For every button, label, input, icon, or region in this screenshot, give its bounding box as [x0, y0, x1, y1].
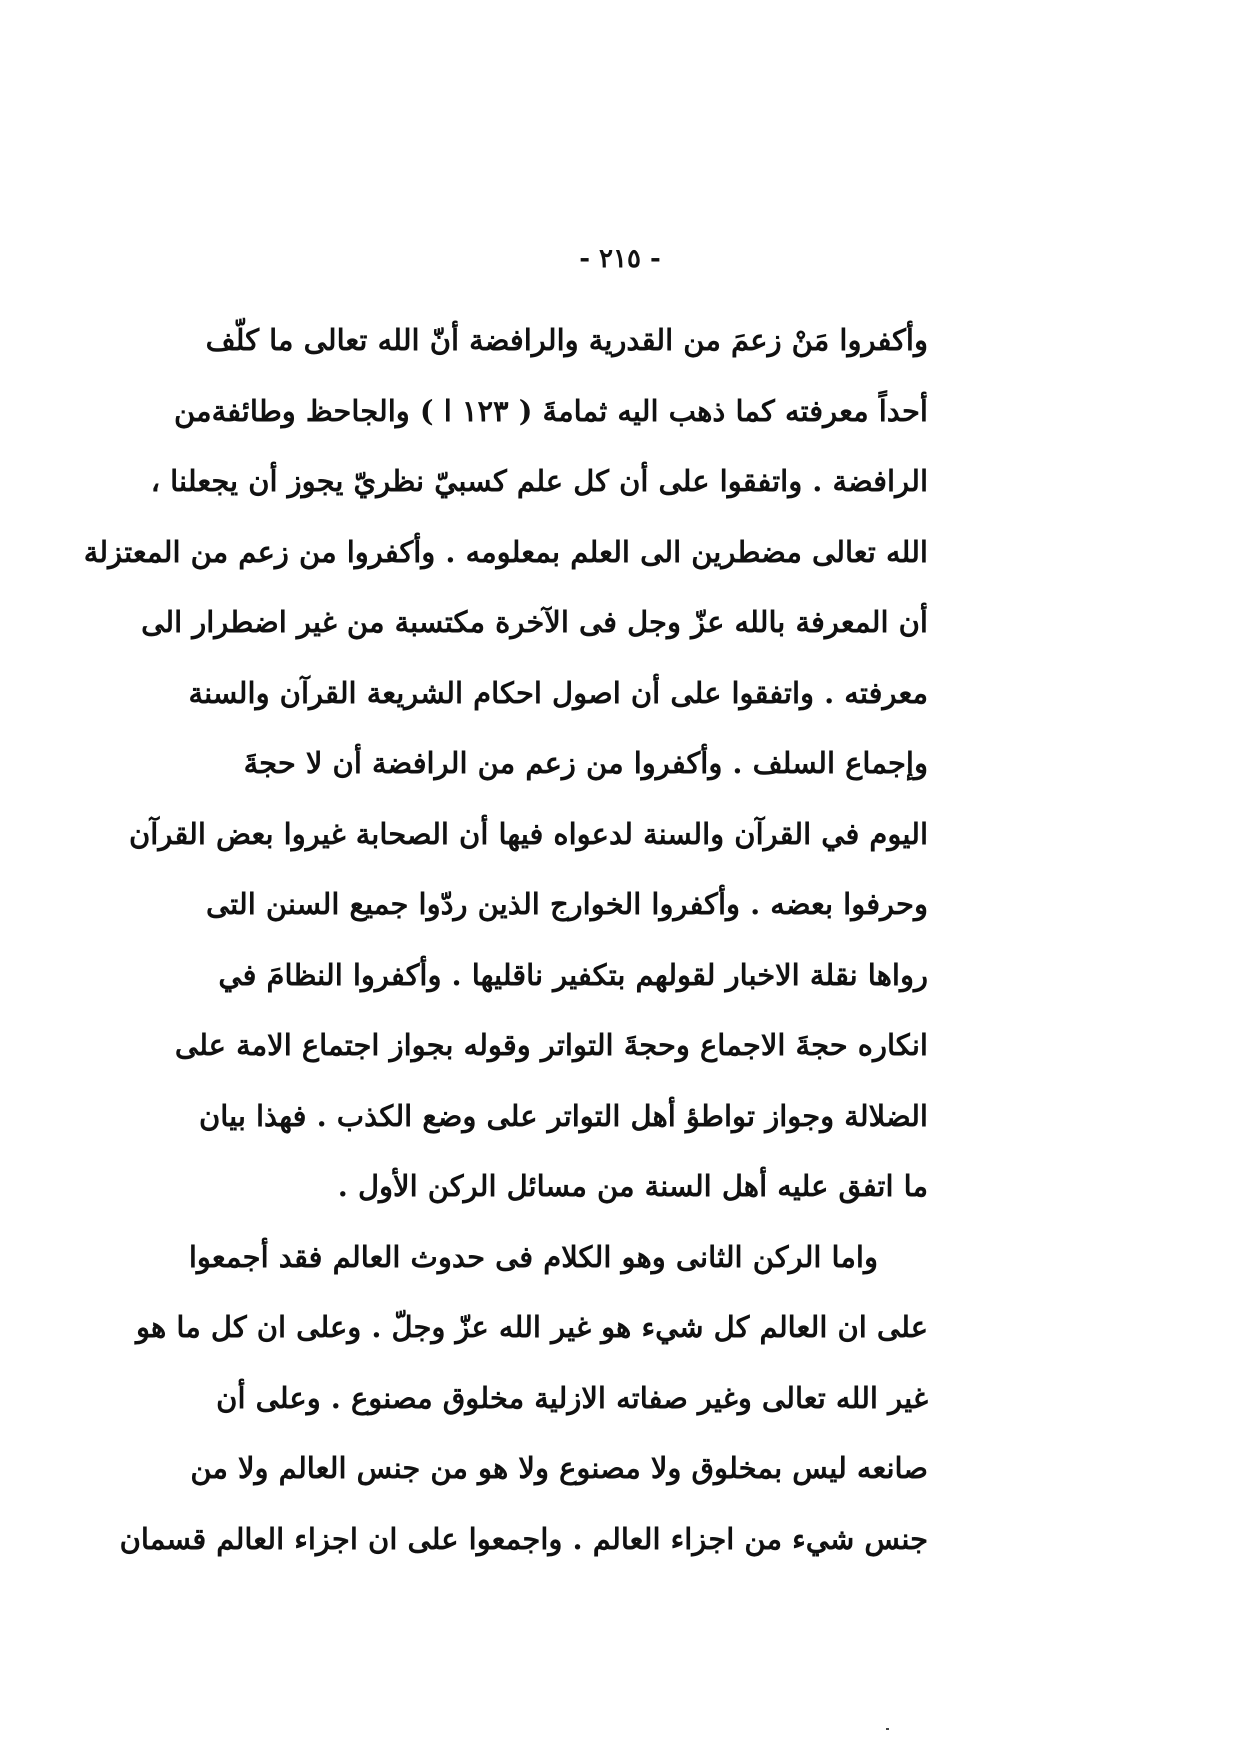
text-line: على ان العالم كل شيء هو غير الله عزّ وجلّ . وعلى ان كل ما هو	[136, 1310, 928, 1344]
text-line: غير الله تعالى وغير صفاته الازلية مخلوق مصنوع . وعلى أن	[216, 1380, 928, 1415]
paragraph-1	[83, 305, 928, 1222]
paragraph-2	[119, 1222, 928, 1575]
text-line: صانعه ليس بمخلوق ولا مصنوع ولا هو من جنس العالم ولا من	[190, 1451, 928, 1485]
scan-speck	[886, 1728, 889, 1730]
text-line: انكاره حجةَ الاجماع وحجةَ التواتر وقوله بجواز اجتماع الامة على	[174, 1028, 928, 1062]
text-line: ما اتفق عليه أهل السنة من مسائل الركن الأول .	[337, 1169, 928, 1203]
text-line: واما الركن الثانى وهو الكلام فى حدوث العالم فقد أجمعوا	[188, 1239, 878, 1274]
text-line: رواها نقلة الاخبار لقولهم بتكفير ناقليها . وأكفروا النظامَ في	[218, 957, 928, 992]
text-line: معرفته . واتفقوا على أن اصول احكام الشريعة القرآن والسنة	[188, 675, 928, 710]
body-text	[83, 305, 928, 1574]
text-line: الرافضة . واتفقوا على أن كل علم كسبيّ نظريّ يجوز أن يجعلنا ،	[150, 464, 928, 498]
page-number: - ٢١٥ -	[579, 244, 661, 274]
text-line: الضلالة وجواز تواطؤ أهل التواتر على وضع الكذب . فهذا بيان	[198, 1098, 928, 1133]
text-line: وحرفوا بعضه . وأكفروا الخوارج الذين ردّوا جميع السنن التى	[205, 887, 928, 921]
text-line: جنس شيء من اجزاء العالم . واجمعوا على ان اجزاء العالم قسمان	[119, 1521, 928, 1556]
text-line: اليوم في القرآن والسنة لدعواه فيها أن الصحابة غيروا بعض القرآن	[128, 816, 928, 851]
text-line: أن المعرفة بالله عزّ وجل فى الآخرة مكتسبة من غير اضطرار الى	[141, 605, 928, 639]
text-line: أحداً معرفته كما ذهب اليه ثمامةَ ( ١٢٣ ا ) والجاحظ وطائفةمن	[173, 393, 928, 428]
text-line: الله تعالى مضطرين الى العلم بمعلومه . وأكفروا من زعم من المعتزلة	[83, 534, 928, 569]
text-line: وإجماع السلف . وأكفروا من زعم من الرافضة أن لا حجةَ	[243, 746, 928, 780]
text-line: وأكفروا مَنْ زعمَ من القدرية والرافضة أنّ الله تعالى ما كلّف	[205, 323, 928, 357]
